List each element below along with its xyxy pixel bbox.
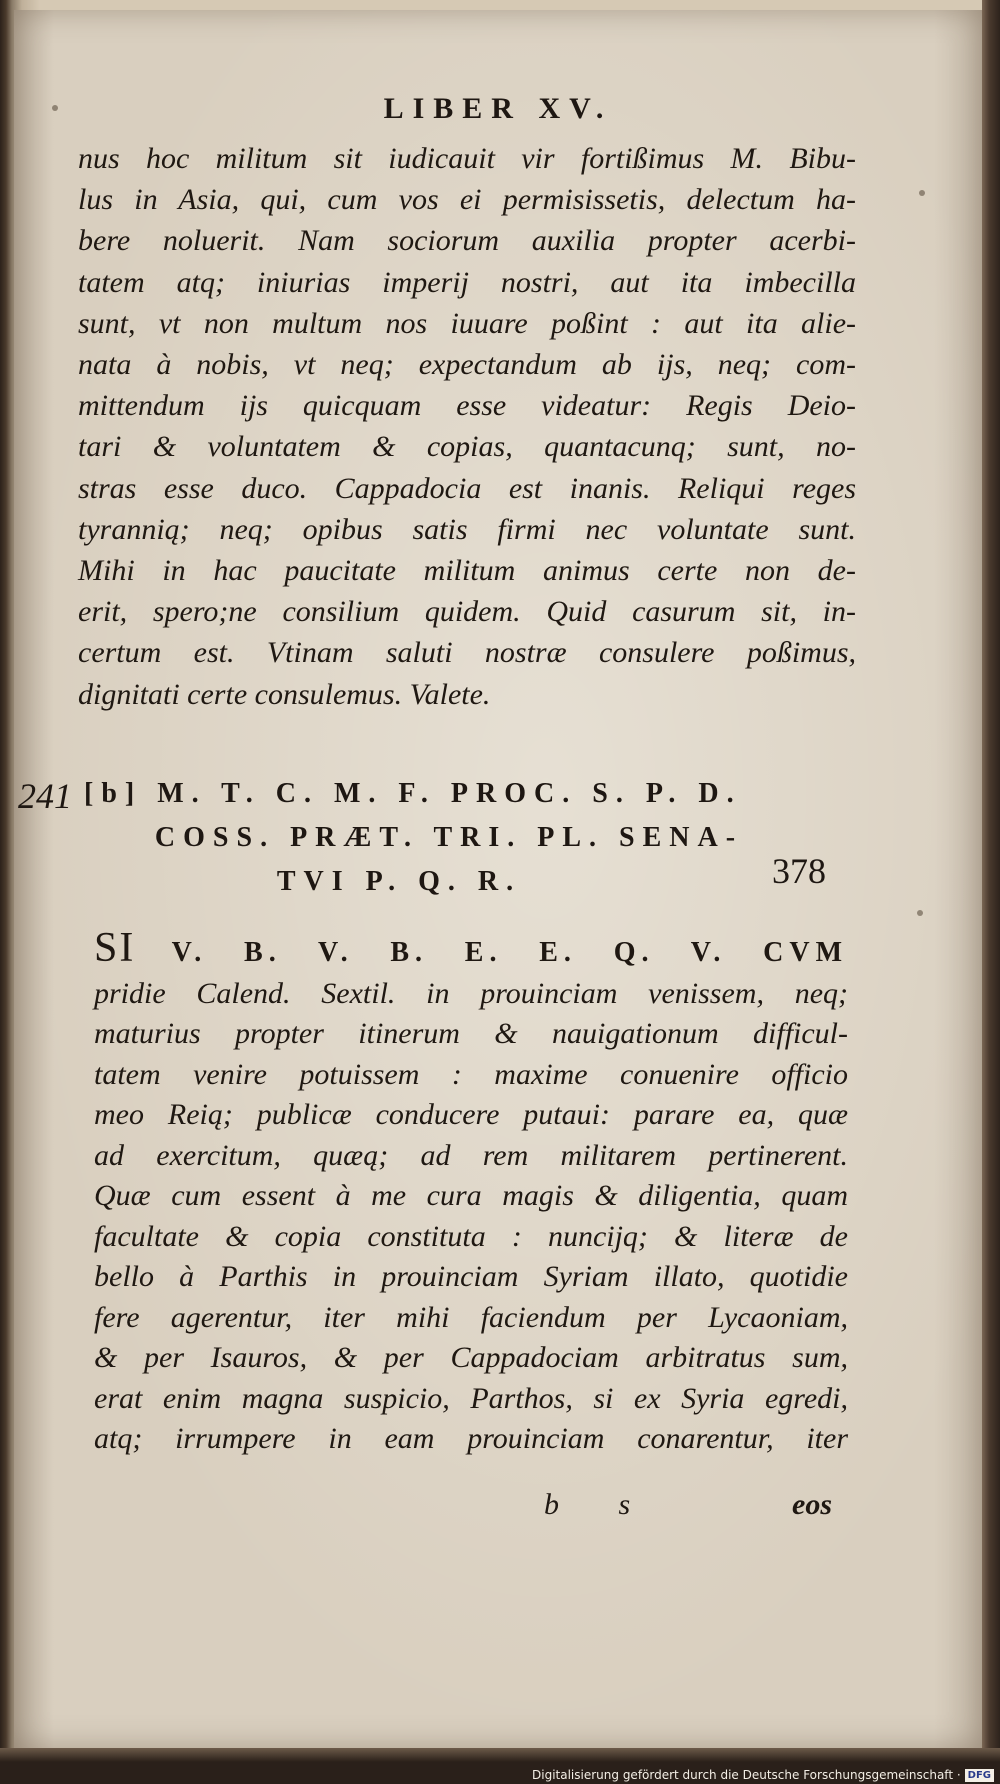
catchword: eos [792,1488,832,1521]
opening-initial: SI [94,925,136,971]
page-bottom-shadow [0,1748,1000,1762]
letter-heading-line-3: TVI P. Q. R. [276,866,522,897]
margin-letter-number: 241 [18,776,72,816]
text-line: fere agerentur, iter mihi faciendum per Lycaoniam, [94,1300,848,1334]
text-line: tatem venire potuissem : maxime conuenire officio [94,1057,848,1091]
text-line: stras esse duco. Cappadocia est inanis. Reliqui reges [78,471,856,505]
text-line: nata à nobis, vt neq; expectandum ab ijs, neq; com- [78,348,856,382]
text-line: maturius propter itinerum & nauigationum difficul- [94,1017,848,1050]
digitization-credit [532,1768,994,1782]
page-speck [52,105,58,111]
letter-heading-line-1: [b] M. T. C. M. F. PROC. S. P. D. [84,778,742,809]
letter-heading [84,772,854,904]
text-line: facultate & copia constituta : nuncijq; & literæ de [94,1219,848,1253]
page-number: 378 [772,851,826,891]
text-line: ad exercitum, quæą; ad rem militarem pertinerent. [94,1138,848,1172]
letter-body-text [94,925,848,1460]
text-line: mittendum ijs quicquam esse videatur: Regis Deio- [78,389,856,423]
text-line: erit, spero;ne consilium quidem. Quid casurum sit, in- [78,595,856,629]
text-line: sunt, vt non multum nos iuuare poßint : aut ita alie- [78,306,856,340]
text-line: lus in Asia, qui, cum vos ei permisissetis, delectum ha- [78,183,856,217]
text-line: bere noluerit. Nam sociorum auxilia propter acerbi- [78,224,856,258]
opening-salutation: V. B. V. B. E. E. Q. V. CVM [135,937,848,968]
previous-letter-text [78,138,856,715]
text-line: atq; irrumpere in eam prouinciam conarentur, iter [94,1422,848,1455]
text-line: bello à Parthis in prouinciam Syriam illato, quotidie [94,1260,848,1293]
page-speck [917,910,923,916]
letter-opening-line [94,925,848,974]
credit-text: Digitalisierung gefördert durch die Deutsche Forschungsgemeinschaft · [532,1768,961,1782]
text-line: nus hoc militum sit iudicauit vir fortißimus M. Bibu- [78,142,856,175]
page-speck [919,190,925,196]
book-page [14,10,982,1748]
running-title: LIBER XV. [383,92,613,125]
text-line: tari & voluntatem & copias, quantacunq; sunt, no- [78,430,856,464]
dfg-logo: DFG [965,1769,994,1782]
text-line: Quæ cum essent à me cura magis & diligentia, quam [94,1179,848,1212]
text-line: & per Isauros, & per Cappadociam arbitratus sum, [94,1341,848,1374]
text-line: dignitati certe consulemus. Valete. [78,677,491,711]
signature-mark: b s [544,1488,657,1521]
letter-heading-line-2: COSS. PRÆT. TRI. PL. SENA- [154,822,744,853]
text-line: Mihi in hac paucitate militum animus certe non de- [78,554,856,588]
text-line: tatem atq; iniurias imperij nostri, aut ita imbecilla [78,265,856,299]
text-line: meo Reią; publicæ conducere putaui: parare ea, quæ [94,1098,848,1131]
text-line: tyrannią; neq; opibus satis firmi nec voluntate sunt. [78,512,856,546]
text-line: pridie Calend. Sextil. in prouinciam venissem, neq; [94,976,848,1010]
text-line: certum est. Vtinam saluti nostræ consulere poßimus, [78,636,856,670]
page-edge-shadow [982,0,1000,1784]
text-line: erat enim magna suspicio, Parthos, si ex Syria egredi, [94,1381,848,1415]
